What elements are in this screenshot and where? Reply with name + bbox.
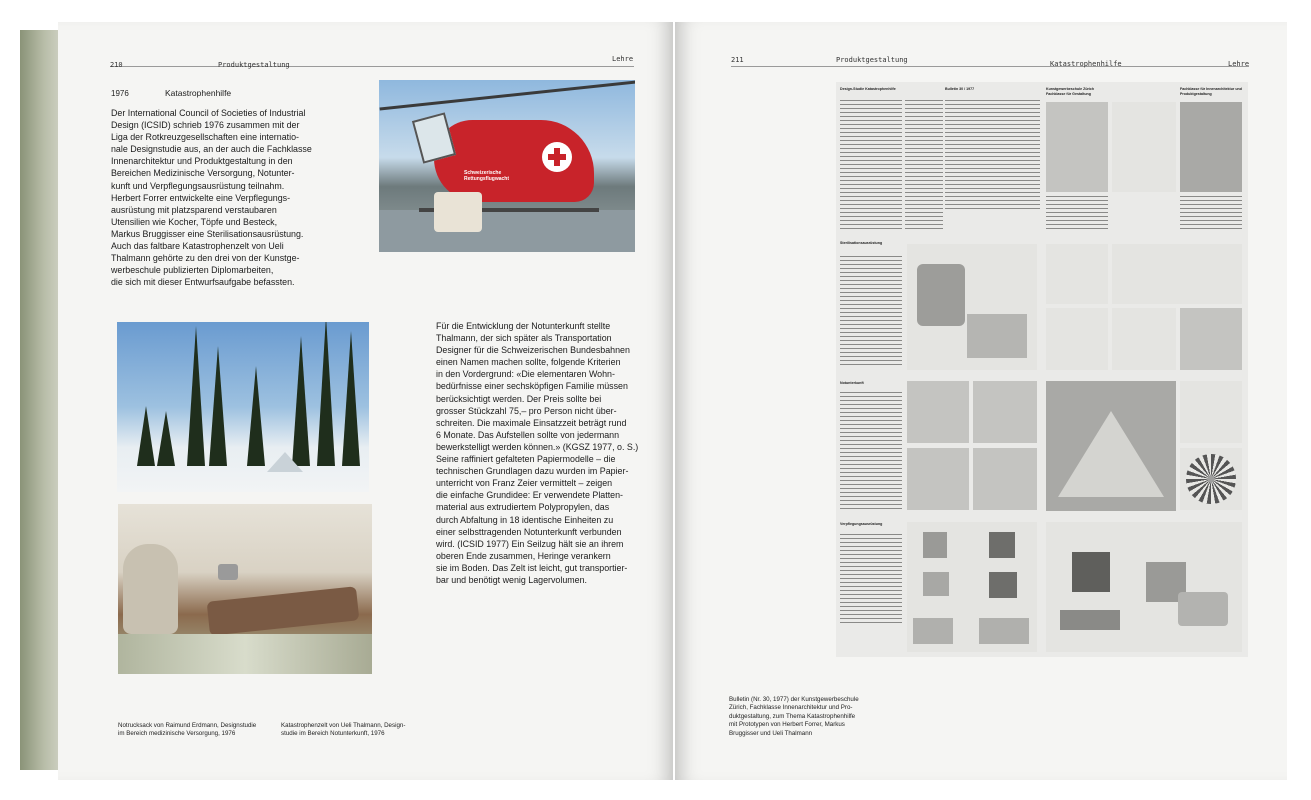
header-rule-left — [110, 66, 634, 67]
bulletin-photo-shelter-3 — [907, 448, 969, 510]
bulletin-photo-big-tent — [1046, 381, 1176, 511]
year-label: 1976 — [111, 89, 129, 98]
bulletin-heading-col3: Kunstgewerbeschule Zürich Fachklasse für Gestaltung — [1046, 87, 1095, 96]
bulletin-photo-shelter-4 — [973, 448, 1037, 510]
caption-rucksack: Notrucksack von Raimund Erdmann, Designstudie im Bereich medizinische Versorgung, 1976 — [118, 722, 257, 738]
bulletin-text-col2 — [945, 100, 1040, 210]
bulletin-heading-col2: Bulletin 30 / 1977 — [945, 87, 975, 91]
bulletin-heading-col4: Fachklasse für Innenarchitektur und Produktgestaltung — [1180, 87, 1242, 96]
bulletin-photo-shelter-2 — [973, 381, 1037, 443]
bulletin-photo-disaster — [1180, 102, 1242, 192]
bulletin-section-sterilization: Sterilisationsausrüstung — [840, 241, 883, 245]
bulletin-photo-pot — [1046, 244, 1108, 304]
subject-label-right: Katastrophenhilfe — [1050, 60, 1122, 68]
bulletin-heading-col1: Design-Studie Katastrophenhilfe — [840, 87, 896, 91]
bulletin-text-col4 — [1180, 196, 1242, 230]
caption-bulletin: Bulletin (Nr. 30, 1977) der Kunstgewerbeschule Zürich, Fachklasse Innenarchitektur und Pro- duktgestaltung, zum Thema Katastrophenhilfe mit Prototypen von Herbert Forrer, Markus Bruggisser und Ueli Thalmann — [729, 696, 859, 737]
bulletin-section-shelter: Notunterkunft — [840, 381, 864, 385]
bulletin-photo-fold-model — [1180, 381, 1242, 443]
tent-interior-photo — [118, 504, 372, 674]
bulletin-photo-utensils-grid — [907, 522, 1037, 652]
section-label-right: Produktgestaltung — [836, 56, 908, 64]
bulletin-photo-shelter-1 — [907, 381, 969, 443]
bulletin-photo-sterilizer — [1046, 102, 1108, 192]
caption-tent: Katastrophenzelt von Ueli Thalmann, Design- studie im Bereich Notunterkunft, 1976 — [281, 722, 406, 738]
intro-paragraph: Der International Council of Societies of Industrial Design (ICSID) schrieb 1976 zusammen mit der Liga der Rotkreuzgesellschaften eine internatio- nale Designstudie aus, an der auch die Fachklasse Innenarchitektur und Produktgestaltung in den Bereichen Medizinische Versorgung, Notunter- kunft und Verpflegungsausrüstung teilnahm. Herbert Forrer entwickelte eine Verpflegungs- ausrüstung mit platzsparend verstaubaren Utensilien wie Kocher, Töpfe und Besteck, Markus Bruggisser eine Sterilisationsausrüstung. Auch das faltbare Katastrophenzelt von Ueli Thalmann gehörte zu den drei von der Kunstge- werbeschule publizierten Diplomarbeiten, die sich mit dieser Entwurfsaufgabe befassten. — [111, 108, 312, 288]
bulletin-text-shelter — [840, 392, 902, 512]
bulletin-photo-stack — [1112, 308, 1176, 370]
page-number-right: 211 — [731, 56, 744, 64]
bulletin-photo-tents — [1112, 102, 1176, 192]
second-paragraph: Für die Entwicklung der Notunterkunft stellte Thalmann, der sich später als Transportation Designer für die Schweizerischen Bundesbahnen einen Namen machen sollte, folgende Kriterien in den Vordergrund: «Die elementaren Wohn- bedürfnisse einer sechsköpfigen Familie müssen berücksichtigt werden. Der Preis sollte bei grosser Stückzahl 75,– pro Person nicht über- schreiten. Die maximale Einsatzzeit beträgt rund 6 Monate. Das Aufstellen sollte von jedermann bewerkstelligt werden können.» (KGSZ 1977, o. S.) Seine raffiniert gefalteten Papiermodelle – die technischen Grundlagen dazu wurden im Papier- unterricht von Franz Zeier vermittelt – zeigen die einfache Grundidee: Er verwendete Platten- material aus extrudiertem Polypropylen, das durch Abfaltung in 18 identische Einheiten zu einer selbsttragenden Notunterkunft verbunden wird. (ICSID 1977) Ein Seilzug hält sie an ihrem oberen Ende zusammen, Heringe verankern sie im Boden. Das Zelt ist leicht, gut transportier- bar und benötigt wenig Lagervolumen. — [436, 321, 639, 585]
page-number-left: 210 — [110, 61, 123, 69]
bulletin-photo-tent-top — [1180, 448, 1242, 510]
topic-label-left: Lehre — [612, 55, 634, 63]
topic-label-right: Lehre — [1228, 60, 1250, 68]
bulletin-text-sterilization — [840, 256, 902, 366]
header-rule-right — [731, 66, 1249, 67]
bulletin-photo-autoclave — [907, 244, 1037, 370]
bulletin-text-col1 — [840, 100, 902, 230]
bulletin-photo-foil — [1180, 308, 1242, 370]
snowy-forest-photo — [117, 322, 369, 492]
bulletin-photo-cooking-set — [1046, 522, 1242, 652]
section-label-left: Produktgestaltung — [218, 61, 290, 69]
bulletin-photo-lamp — [1046, 308, 1108, 370]
bulletin-text-catering — [840, 534, 902, 624]
bulletin-photo-containers — [1112, 244, 1242, 304]
bulletin-text-col1b — [905, 100, 943, 230]
bulletin-section-catering: Verpflegungsausrüstung — [840, 522, 883, 526]
bulletin-text-col3 — [1046, 196, 1108, 230]
chapter-heading: Katastrophenhilfe — [165, 88, 232, 98]
helicopter-photo: Schweizerische Rettungsflugwacht — [379, 80, 635, 252]
